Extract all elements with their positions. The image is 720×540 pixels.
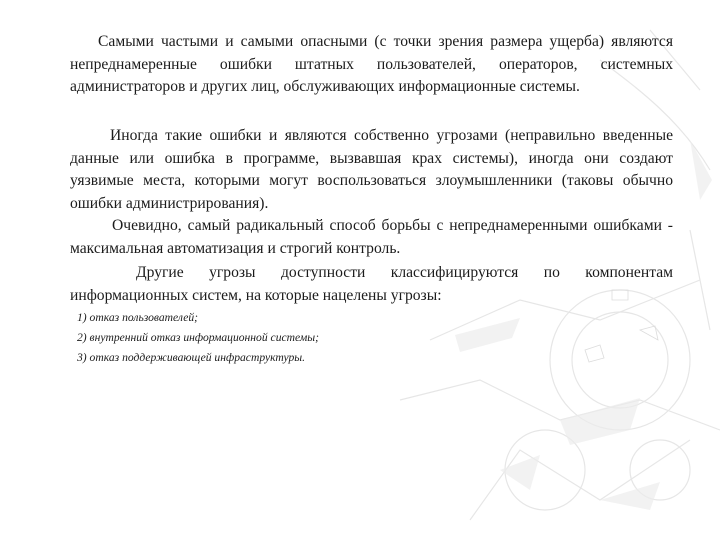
list-item: 1) отказ пользователей;: [77, 311, 199, 324]
list-item: 3) отказ поддерживающей инфраструктуры.: [77, 351, 306, 364]
paragraph-errors-as-threats: Иногда такие ошибки и являются собственно угрозами (неправильно введенные данные или ошибка в программе, вызвавшая крах системы), иногда они создают уязвимые места, которыми могут воспользоваться злоумышленники (таковы обычно ошибки администрирования).: [70, 127, 673, 212]
threat-component-list: [77, 308, 319, 368]
paragraph-countermeasures: Очевидно, самый радикальный способ борьбы с непреднамеренными ошибками - максимальная автоматизация и строгий контроль.: [70, 217, 673, 257]
list-item: 2) внутренний отказ информационной системы;: [77, 331, 319, 344]
paragraph-availability-threats: Другие угрозы доступности классифицируются по компонентам информационных систем, на которые нацелены угрозы:: [70, 264, 673, 304]
paragraph-unintentional-errors: Самыми частыми и самыми опасными (с точки зрения размера ущерба) являются непреднамеренные ошибки штатных пользователей, операторов, системных администраторов и других лиц, обслуживающих информационные системы.: [70, 33, 673, 95]
